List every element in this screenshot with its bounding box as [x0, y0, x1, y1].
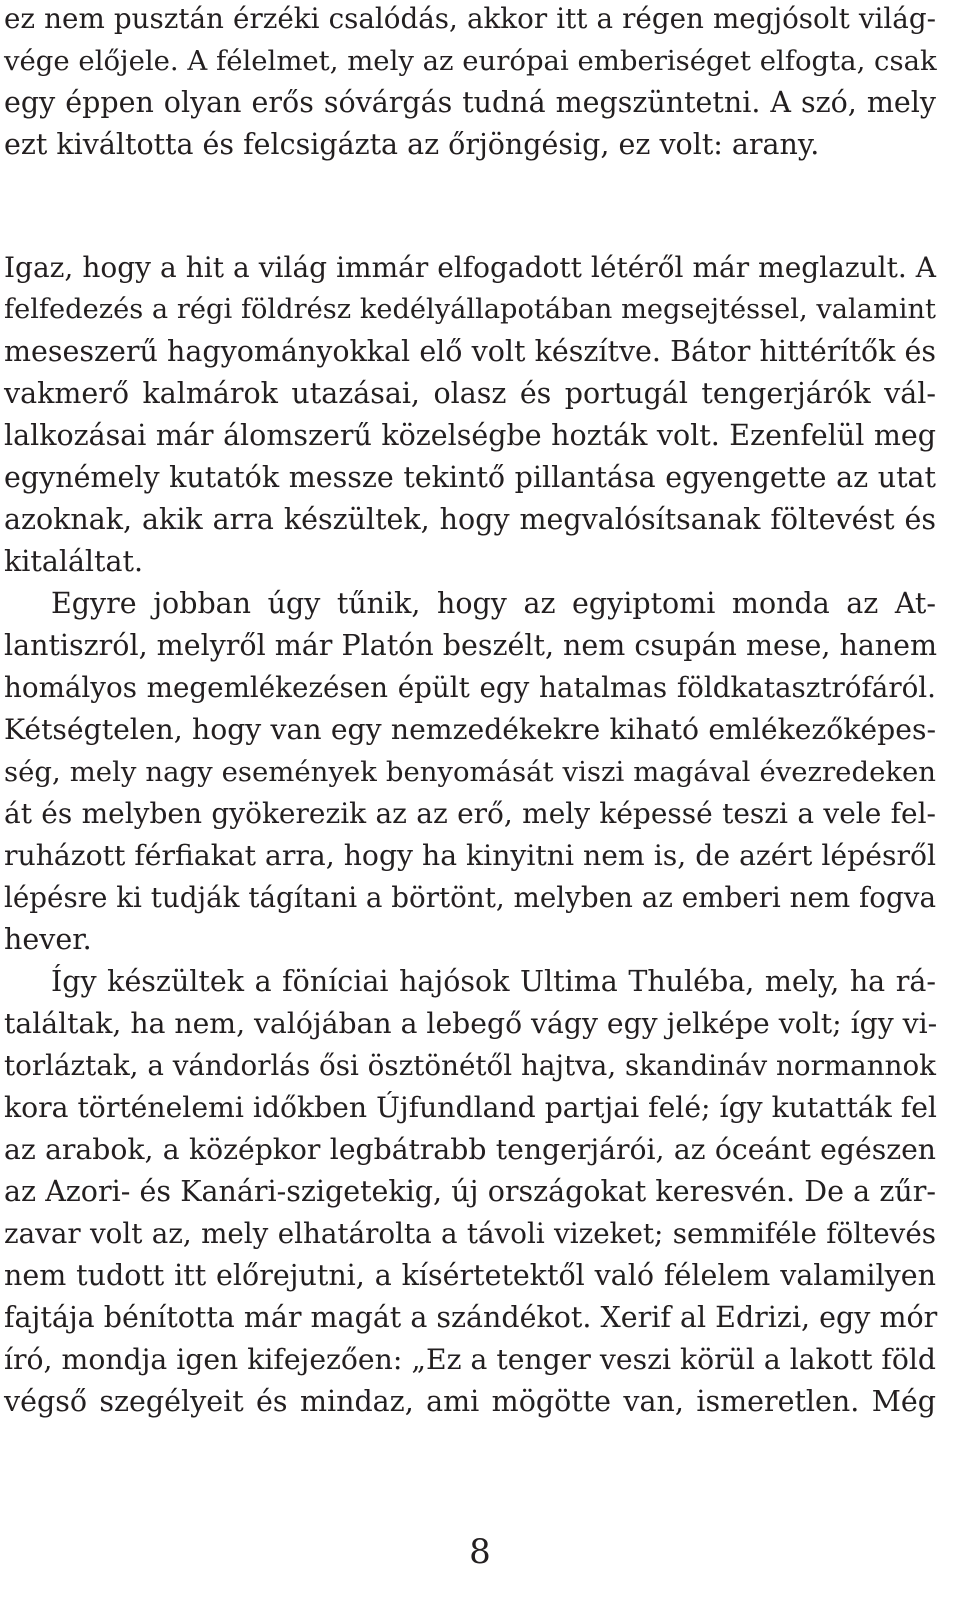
text-line: Egyre jobban úgy tűnik, hogy az egyiptomi monda az At-	[51, 587, 936, 620]
text-line: át és melyben gyökerezik az az erő, mely képessé teszi a vele fel-	[4, 797, 936, 830]
text-line: Kétségtelen, hogy van egy nemzedékekre kiható emlékezőképes-	[4, 713, 936, 746]
text-line: ez nem pusztán érzéki csalódás, akkor itt a régen megjósolt világ-	[4, 2, 936, 35]
text-line: homályos megemlékezésen épült egy hatalmas földkatasztrófáról.	[4, 671, 936, 704]
text-line: végső szegélyeit és mindaz, ami mögötte van, ismeretlen. Még	[4, 1385, 936, 1418]
text-line: ruházott férfiakat arra, hogy ha kinyitni nem is, de azért lépésről	[4, 839, 936, 872]
page-number: 8	[469, 1532, 491, 1572]
text-line: felfedezés a régi földrész kedélyállapotában megsejtéssel, valamint	[4, 294, 936, 325]
text-line: meseszerű hagyományokkal elő volt készítve. Bátor hittérítők és	[4, 335, 936, 368]
text-line: Igaz, hogy a hit a világ immár elfogadott létéről már meglazult. A	[4, 251, 936, 284]
text-line: az arabok, a középkor legbátrabb tengerjárói, az óceánt egészen	[4, 1133, 936, 1166]
text-line: ezt kiváltotta és felcsigázta az őrjöngésig, ez volt: arany.	[4, 128, 820, 161]
text-line: ség, mely nagy események benyomását viszi magával évezredeken	[4, 756, 936, 788]
text-line: kora történelemi időkben Újfundland partjai felé; így kutatták fel	[4, 1091, 937, 1124]
text-line: hever.	[4, 923, 92, 956]
text-line: író, mondja igen kifejezően: „Ez a tenger veszi körül a lakott föld	[4, 1343, 936, 1376]
text-line: egy éppen olyan erős sóvárgás tudná megszüntetni. A szó, mely	[4, 86, 936, 119]
text-line: lépésre ki tudják tágítani a börtönt, melyben az emberi nem fogva	[4, 881, 936, 914]
text-line: az Azori- és Kanári-szigetekig, új országokat keresvén. De a zűr-	[4, 1175, 936, 1208]
text-line: egynémely kutatók messze tekintő pillantása egyengette az utat	[4, 461, 936, 494]
text-line: torláztak, a vándorlás ősi ösztönétől hajtva, skandináv normannok	[4, 1049, 936, 1082]
text-line: lalkozásai már álomszerű közelségbe hozták volt. Ezenfelül meg	[4, 419, 936, 452]
text-line: nem tudott itt előrejutni, a kísértetektől való félelem valamilyen	[4, 1259, 936, 1292]
text-line: fajtája bénította már magát a szándékot. Xerif al Edrizi, egy mór	[4, 1301, 938, 1334]
text-line: találtak, ha nem, valójában a lebegő vágy egy jelképe volt; így vi-	[4, 1007, 938, 1040]
text-line: zavar volt az, mely elhatárolta a távoli vizeket; semmiféle föltevés	[4, 1217, 936, 1250]
text-line: vakmerő kalmárok utazásai, olasz és portugál tengerjárók vál-	[4, 377, 936, 410]
text-line: lantiszról, melyről már Platón beszélt, nem csupán mese, hanem	[4, 629, 938, 662]
text-line: Így készültek a föníciai hajósok Ultima Thuléba, mely, ha rá-	[51, 965, 936, 998]
text-line: azoknak, akik arra készültek, hogy megvalósítsanak föltevést és	[4, 503, 936, 536]
text-line: kitaláltat.	[4, 545, 144, 578]
text-line: vége előjele. A félelmet, mely az európai emberiséget elfogta, csak	[4, 45, 937, 77]
